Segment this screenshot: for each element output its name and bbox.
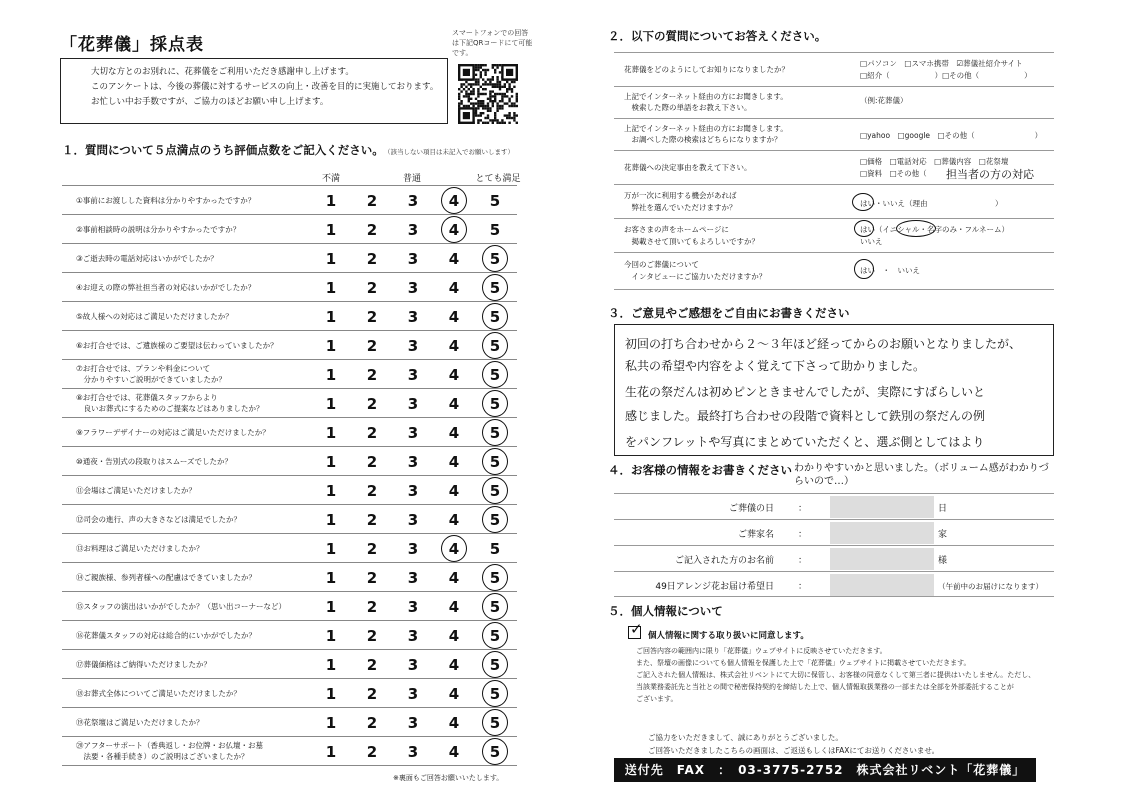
score-option-2[interactable]: 2 xyxy=(366,395,378,413)
score-option-1[interactable]: 1 xyxy=(325,685,337,703)
selected-score-circle xyxy=(482,477,508,504)
selected-score-circle xyxy=(482,303,508,330)
score-option-4[interactable]: 4 xyxy=(448,685,460,703)
redacted-field[interactable] xyxy=(830,574,934,596)
sheet-title: 「花葬儀」採点表 xyxy=(60,35,204,55)
selected-score-circle xyxy=(482,622,508,649)
section4-heading: ４．お客様の情報をお書きください xyxy=(608,463,792,477)
score-option-1[interactable]: 1 xyxy=(325,598,337,616)
score-option-2[interactable]: 2 xyxy=(366,453,378,471)
score-option-5[interactable]: 5 xyxy=(489,743,501,761)
question-label: 検索した際の単語をお教え下さい。 xyxy=(624,103,752,112)
qr-note: スマートフォンでの回答は下記QRコードにて可能です。 xyxy=(452,29,533,57)
question-text: ⑤故人様への対応はご満足いただけましたか？ xyxy=(76,312,233,321)
score-option-4[interactable]: 4 xyxy=(448,453,460,471)
question-label: お調べした際の検索はどちらになりますか？ xyxy=(624,135,782,144)
selected-score-circle xyxy=(482,390,508,417)
info-label: ご記入された方のお名前 xyxy=(674,556,774,566)
score-option-3[interactable]: 3 xyxy=(407,279,419,297)
question-text: ③ご逝去時の電話対応はいかがでしたか？ xyxy=(76,254,218,263)
section1-note: （該当しない項目は未記入でお願いします） xyxy=(384,148,514,156)
question-row xyxy=(62,533,517,562)
score-option-4[interactable]: 4 xyxy=(448,656,460,674)
question-text: ⑮スタッフの演出はいかがでしたか？（思い出コーナーなど） xyxy=(76,602,286,611)
score-option-4[interactable]: 4 xyxy=(448,598,460,616)
score-option-1[interactable]: 1 xyxy=(325,337,337,355)
options-line[interactable]: □yahoo □google □その他（ ） xyxy=(860,131,1043,140)
score-option-2[interactable]: 2 xyxy=(366,250,378,268)
score-option-4[interactable]: 4 xyxy=(448,250,460,268)
question-how-known xyxy=(614,52,1054,86)
score-option-1[interactable]: 1 xyxy=(325,714,337,732)
question-row xyxy=(62,243,517,272)
qr-code-icon[interactable] xyxy=(458,64,518,124)
scale-label-low: 不満 xyxy=(321,174,340,184)
selected-score-circle xyxy=(482,738,508,765)
question-search-engine xyxy=(614,118,1054,150)
yes-circle-mark xyxy=(852,193,874,211)
info-colon: ： xyxy=(798,582,808,592)
score-option-3[interactable]: 3 xyxy=(407,366,419,384)
info-label: 49日アレンジ花お届け希望日 xyxy=(655,582,774,592)
score-option-4[interactable]: 4 xyxy=(448,569,460,587)
question-text: ⑭ご親族様、参列者様への配慮はできていましたか？ xyxy=(76,573,256,582)
score-option-4[interactable]: 4 xyxy=(448,395,460,413)
info-label: ご葬儀の日 xyxy=(728,504,774,514)
question-row xyxy=(62,562,517,591)
redacted-field[interactable] xyxy=(830,548,934,570)
example-text: （例:花葬儀） xyxy=(860,96,908,105)
question-decision-reason xyxy=(614,150,1054,184)
initial-circle-mark xyxy=(896,220,936,237)
score-option-5[interactable]: 5 xyxy=(489,540,501,558)
score-option-5[interactable]: 5 xyxy=(489,337,501,355)
score-option-3[interactable]: 3 xyxy=(407,569,419,587)
score-option-5[interactable]: 5 xyxy=(489,279,501,297)
score-option-1[interactable]: 1 xyxy=(325,192,337,210)
score-option-5[interactable]: 5 xyxy=(489,569,501,587)
score-option-5[interactable]: 5 xyxy=(489,395,501,413)
score-option-4[interactable]: 4 xyxy=(448,337,460,355)
score-option-5[interactable]: 5 xyxy=(489,424,501,442)
score-option-5[interactable]: 5 xyxy=(489,482,501,500)
score-option-5[interactable]: 5 xyxy=(489,221,501,239)
options-line[interactable]: はい（イニシャル・名字のみ・フルネーム） xyxy=(860,225,1010,234)
selected-score-circle xyxy=(482,680,508,707)
privacy-line: ございます。 xyxy=(636,695,678,703)
question-row xyxy=(62,301,517,330)
comment-line: 私共の希望や内容をよく覚えて下さって助かりました。 xyxy=(625,359,926,373)
info-label: ご葬家名 xyxy=(737,530,774,540)
score-option-4[interactable]: 4 xyxy=(448,424,460,442)
options-line[interactable]: □資料 □その他（ xyxy=(860,169,927,178)
comment-line: 感じました。最終打ち合わせの段階で資料として鉄別の祭だんの例 xyxy=(625,409,986,423)
question-label: 花葬儀への決定事由を教えて下さい。 xyxy=(624,163,752,172)
section5-heading: ５．個人情報について xyxy=(608,604,723,618)
score-option-3[interactable]: 3 xyxy=(407,395,419,413)
privacy-line: ご回答内容の範囲内に限り「花葬儀」ウェブサイトに反映させていただきます。 xyxy=(636,647,887,655)
score-option-1[interactable]: 1 xyxy=(325,482,337,500)
score-option-3[interactable]: 3 xyxy=(407,743,419,761)
privacy-line: 当該業務委託先と当社との間で秘密保持契約を締結した上で、個人情報取扱業務の一部または全部を外部委託することが xyxy=(636,683,1014,691)
question-text: ⑪会場はご満足いただけましたか？ xyxy=(76,486,196,495)
info-row-writer-name xyxy=(614,545,1054,571)
score-option-5[interactable]: 5 xyxy=(489,250,501,268)
score-option-5[interactable]: 5 xyxy=(489,192,501,210)
intro-box xyxy=(60,58,448,124)
question-row xyxy=(62,504,517,533)
selected-score-circle xyxy=(441,216,467,243)
score-option-4[interactable]: 4 xyxy=(448,511,460,529)
score-option-3[interactable]: 3 xyxy=(407,221,419,239)
fax-banner: 送付先 FAX ： 03-3775-2752 株式会社リベント「花葬儀」 xyxy=(614,758,1036,782)
privacy-line: ご記入された個人情報は、株式会社リベントにて大切に保管し、お客様の同意なくして第三者に提供はいたしません。ただし、 xyxy=(636,671,1036,679)
score-option-5[interactable]: 5 xyxy=(489,627,501,645)
options-line[interactable]: □パソコン □スマホ携帯 ☑葬儀社紹介サイト xyxy=(860,59,1023,68)
score-option-2[interactable]: 2 xyxy=(366,511,378,529)
info-row-funeral-date xyxy=(614,493,1054,519)
selected-score-circle xyxy=(482,709,508,736)
score-option-1[interactable]: 1 xyxy=(325,221,337,239)
section2-heading: ２．以下の質問についてお答えください。 xyxy=(608,29,827,43)
question-row xyxy=(62,359,517,388)
score-option-1[interactable]: 1 xyxy=(325,366,337,384)
score-option-2[interactable]: 2 xyxy=(366,424,378,442)
selected-score-circle xyxy=(482,361,508,388)
score-option-3[interactable]: 3 xyxy=(407,453,419,471)
score-option-2[interactable]: 2 xyxy=(366,482,378,500)
score-option-5[interactable]: 5 xyxy=(489,453,501,471)
question-text: ⑦お打合せでは、プランや料金について xyxy=(76,364,211,373)
score-option-4[interactable]: 4 xyxy=(448,192,460,210)
score-option-2[interactable]: 2 xyxy=(366,221,378,239)
options-line[interactable]: □紹介（ ）□その他（ ） xyxy=(860,71,1032,80)
score-option-2[interactable]: 2 xyxy=(366,685,378,703)
info-row-49day-flower xyxy=(614,571,1054,597)
score-option-3[interactable]: 3 xyxy=(407,685,419,703)
question-text: ⑩通夜・告別式の段取りはスムーズでしたか？ xyxy=(76,457,232,466)
score-option-4[interactable]: 4 xyxy=(448,714,460,732)
section1-heading: １．質問について５点満点のうち評価点数をご記入ください。 xyxy=(62,143,384,157)
question-row xyxy=(62,591,517,620)
question-text: ⑰葬儀価格はご納得いただけましたか？ xyxy=(76,660,211,669)
question-text: ④お迎えの際の弊社担当者の対応はいかがでしたか？ xyxy=(76,283,256,292)
question-text: ⑨フラワーデザイナーの対応はご満足いただけましたか？ xyxy=(76,428,270,437)
selected-score-circle xyxy=(482,274,508,301)
selected-score-circle xyxy=(482,419,508,446)
question-row xyxy=(62,330,517,359)
question-label: 今回のご葬儀について xyxy=(624,260,699,269)
thanks-line: ご回答いただきましたこちらの画面は、ご返送もしくはFAXにてお送りくださいませ。 xyxy=(648,746,940,755)
selected-score-circle xyxy=(482,245,508,272)
score-option-1[interactable]: 1 xyxy=(325,453,337,471)
score-option-4[interactable]: 4 xyxy=(448,482,460,500)
score-option-2[interactable]: 2 xyxy=(366,627,378,645)
score-option-5[interactable]: 5 xyxy=(489,511,501,529)
score-option-3[interactable]: 3 xyxy=(407,540,419,558)
info-colon: ： xyxy=(798,530,808,540)
redacted-field[interactable] xyxy=(830,496,934,518)
question-text: ⑱お葬式全体についてご満足いただけましたか？ xyxy=(76,689,241,698)
options-line[interactable]: はい・いいえ（理由 ） xyxy=(860,199,1003,208)
score-option-3[interactable]: 3 xyxy=(407,308,419,326)
info-row-family-name xyxy=(614,519,1054,545)
selected-score-circle xyxy=(441,535,467,562)
score-option-2[interactable]: 2 xyxy=(366,540,378,558)
question-row xyxy=(62,417,517,446)
question-label: 上記でインターネット経由の方にお聞きします。 xyxy=(624,124,788,133)
privacy-text xyxy=(636,645,1056,705)
info-colon: ： xyxy=(798,556,808,566)
score-option-4[interactable]: 4 xyxy=(448,540,460,558)
score-option-1[interactable]: 1 xyxy=(325,627,337,645)
question-text: ⑳アフターサポート（香典返し・お位牌・お仏壇・お墓 xyxy=(76,741,263,750)
question-row xyxy=(62,620,517,649)
score-option-4[interactable]: 4 xyxy=(448,221,460,239)
question-text: 法要・各種手続き）のご説明はございましたか？ xyxy=(76,752,249,761)
agree-label: 個人情報に関する取り扱いに同意します。 xyxy=(648,631,809,641)
score-option-1[interactable]: 1 xyxy=(325,511,337,529)
question-text: ⑥お打合せでは、ご遺族様のご要望は伝わっていましたか？ xyxy=(76,341,278,350)
comment-box[interactable] xyxy=(614,324,1054,456)
question-search-words xyxy=(614,86,1054,118)
yes-circle-mark xyxy=(854,220,874,237)
comment-line: わかりやすいかと思いました。（ボリューム感がわかりづらいので…） xyxy=(794,463,1049,487)
info-suffix: （午前中のお届けになります） xyxy=(938,582,1043,591)
score-option-1[interactable]: 1 xyxy=(325,540,337,558)
score-option-1[interactable]: 1 xyxy=(325,424,337,442)
handwritten-reason: 担当者の方の対応 xyxy=(946,168,1034,181)
question-text: 良いお葬式にするためのご提案などはありましたか？ xyxy=(76,404,264,413)
score-option-3[interactable]: 3 xyxy=(407,656,419,674)
back-side-note: ※裏面もご回答お願いいたします。 xyxy=(393,774,504,782)
score-option-1[interactable]: 1 xyxy=(325,279,337,297)
question-text: ②事前相談時の説明は分かりやすかったですか？ xyxy=(76,225,241,234)
thanks-text xyxy=(648,731,939,757)
score-option-2[interactable]: 2 xyxy=(366,569,378,587)
question-text: ⑧お打合せでは、花葬儀スタッフからより xyxy=(76,393,218,402)
question-row xyxy=(62,707,517,736)
options-line[interactable]: いいえ xyxy=(860,237,883,246)
question-label: 万が一次に利用する機会があれば xyxy=(624,191,737,200)
question-label: インタビューにご協力いただけますか？ xyxy=(624,272,767,281)
question-reuse xyxy=(614,184,1054,218)
question-text: 分かりやすいご説明ができていましたか？ xyxy=(76,375,226,384)
question-row xyxy=(62,446,517,475)
scale-label-mid: 普通 xyxy=(402,174,421,184)
score-option-3[interactable]: 3 xyxy=(407,627,419,645)
selected-score-circle xyxy=(441,187,467,214)
question-label: 弊社を選んでいただけますか？ xyxy=(624,203,737,212)
question-text: ⑲花祭壇はご満足いただけましたか？ xyxy=(76,718,204,727)
question-text: ⑬お料理はご満足いただけましたか？ xyxy=(76,544,204,553)
score-option-4[interactable]: 4 xyxy=(448,743,460,761)
score-option-5[interactable]: 5 xyxy=(489,308,501,326)
score-option-3[interactable]: 3 xyxy=(407,511,419,529)
score-option-3[interactable]: 3 xyxy=(407,424,419,442)
selected-score-circle xyxy=(482,564,508,591)
question-publish-voice xyxy=(614,218,1054,252)
options-line[interactable]: はい ・ いいえ xyxy=(860,266,920,275)
scale-label-high: とても満足 xyxy=(475,174,521,184)
question-row xyxy=(62,388,517,417)
selected-score-circle xyxy=(482,651,508,678)
question-interview xyxy=(614,252,1054,290)
comment-line: をパンフレットや写真にまとめていただくと、選ぶ側としてはより xyxy=(625,435,985,449)
question-label: 上記でインターネット経由の方にお聞きします。 xyxy=(624,92,788,101)
question-row xyxy=(62,214,517,243)
score-option-4[interactable]: 4 xyxy=(448,279,460,297)
score-option-2[interactable]: 2 xyxy=(366,337,378,355)
score-option-4[interactable]: 4 xyxy=(448,366,460,384)
yes-circle-mark xyxy=(854,259,874,279)
score-option-2[interactable]: 2 xyxy=(366,279,378,297)
info-suffix: 日 xyxy=(938,504,948,514)
question-label: 花葬儀をどのようにしてお知りになりましたか？ xyxy=(624,65,789,74)
score-option-1[interactable]: 1 xyxy=(325,656,337,674)
score-option-1[interactable]: 1 xyxy=(325,395,337,413)
score-option-4[interactable]: 4 xyxy=(448,627,460,645)
selected-score-circle xyxy=(482,332,508,359)
score-option-3[interactable]: 3 xyxy=(407,250,419,268)
score-option-5[interactable]: 5 xyxy=(489,685,501,703)
intro-line: このアンケートは、今後の葬儀に対するサービスの向上・改善を目的に実施しております。 xyxy=(91,82,439,92)
question-row xyxy=(62,736,517,765)
question-text: ⑯花葬儀スタッフの対応は総合的にいかがでしたか？ xyxy=(76,631,256,640)
score-option-2[interactable]: 2 xyxy=(366,598,378,616)
selected-score-circle xyxy=(482,593,508,620)
score-option-2[interactable]: 2 xyxy=(366,714,378,732)
score-option-2[interactable]: 2 xyxy=(366,192,378,210)
question-row xyxy=(62,678,517,707)
question-row xyxy=(62,272,517,301)
selected-score-circle xyxy=(482,448,508,475)
score-option-3[interactable]: 3 xyxy=(407,337,419,355)
question-label: お客さまの声をホームページに xyxy=(624,225,729,234)
score-option-3[interactable]: 3 xyxy=(407,714,419,732)
redacted-field[interactable] xyxy=(830,522,934,544)
comment-line: 初回の打ち合わせから２～３年ほど経ってからのお願いとなりましたが、 xyxy=(625,337,1022,351)
question-text: ⑫司会の進行、声の大きさなどは満足でしたか？ xyxy=(76,515,241,524)
section3-heading: ３．ご意見やご感想をご自由にお書きください xyxy=(608,306,850,320)
score-option-2[interactable]: 2 xyxy=(366,366,378,384)
score-option-2[interactable]: 2 xyxy=(366,308,378,326)
score-option-3[interactable]: 3 xyxy=(407,192,419,210)
comment-line: 生花の祭だんは初めピンときませんでしたが、実際にすばらしいと xyxy=(625,385,986,399)
score-option-5[interactable]: 5 xyxy=(489,714,501,732)
question-row xyxy=(62,475,517,504)
question-row xyxy=(62,649,517,678)
score-option-1[interactable]: 1 xyxy=(325,743,337,761)
question-row xyxy=(62,185,517,214)
intro-line: お忙しい中お手数ですが、ご協力のほどお願い申し上げます。 xyxy=(91,97,329,107)
score-option-2[interactable]: 2 xyxy=(366,656,378,674)
privacy-line: また、祭壇の画像についても個人情報を保護した上で「花葬儀」ウェブサイトに掲載させていただきます。 xyxy=(636,659,971,667)
info-suffix: 様 xyxy=(938,556,948,566)
score-option-3[interactable]: 3 xyxy=(407,482,419,500)
check-mark-icon: ✓ xyxy=(630,620,643,638)
score-option-3[interactable]: 3 xyxy=(407,598,419,616)
score-option-4[interactable]: 4 xyxy=(448,308,460,326)
score-option-5[interactable]: 5 xyxy=(489,598,501,616)
table-bottom-rule xyxy=(62,765,517,766)
selected-score-circle xyxy=(482,506,508,533)
options-line[interactable]: □価格 □電話対応 □葬儀内容 □花祭壇 xyxy=(860,157,1009,166)
intro-line: 大切な方とのお別れに、花葬儀をご利用いただき感謝申し上げます。 xyxy=(91,67,354,77)
info-suffix: 家 xyxy=(938,530,948,540)
thanks-line: ご協力をいただきまして、誠にありがとうございました。 xyxy=(648,733,843,742)
score-option-5[interactable]: 5 xyxy=(489,366,501,384)
score-option-2[interactable]: 2 xyxy=(366,743,378,761)
question-label: 掲載させて頂いてもよろしいですか？ xyxy=(624,237,759,246)
score-option-1[interactable]: 1 xyxy=(325,569,337,587)
question-text: ①事前にお渡しした資料は分かりやすかったですか？ xyxy=(76,196,256,205)
score-option-1[interactable]: 1 xyxy=(325,308,337,326)
score-option-1[interactable]: 1 xyxy=(325,250,337,268)
score-option-5[interactable]: 5 xyxy=(489,656,501,674)
info-colon: ： xyxy=(798,504,808,514)
